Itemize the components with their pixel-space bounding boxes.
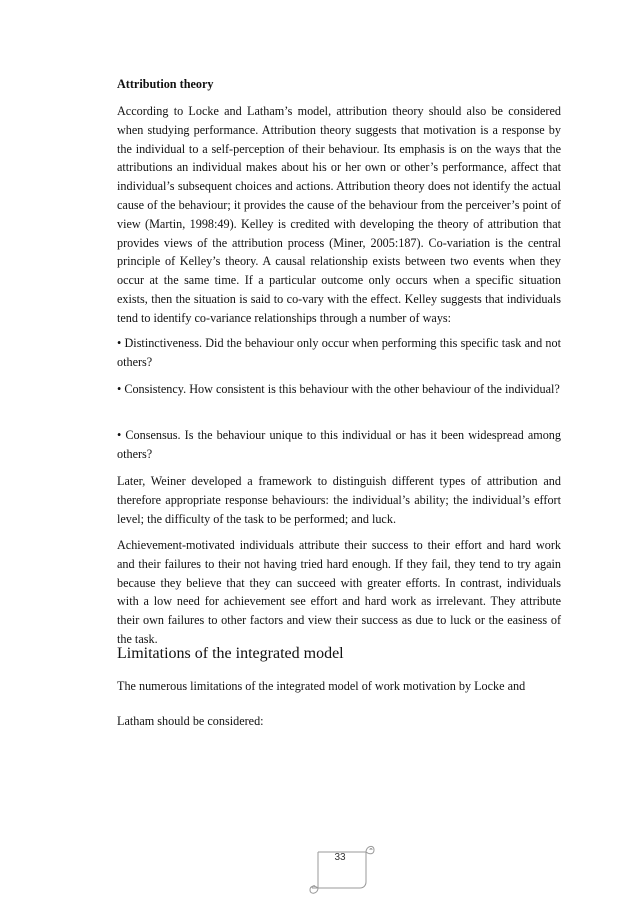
limitations-heading: Limitations of the integrated model: [117, 645, 344, 662]
limitations-line-2: Latham should be considered:: [117, 714, 264, 728]
achievement-paragraph: Achievement-motivated individuals attribute their success to their effort and hard work and their failures to their not having tried hard enough. If they fail, they tend to try again because they believe that they can succeed with greater efforts. In contrast, individuals with a low need for achievement see effort and hard work as irrelevant. They attribute their own failures to other factors and view their success as due to luck or the easiness of the task.: [117, 538, 561, 646]
attribution-theory-heading: Attribution theory: [117, 77, 214, 91]
page-number: 33: [334, 852, 346, 863]
scroll-ornament-icon: [300, 838, 380, 896]
bullet-consistency: • Consistency. How consistent is this behaviour with the other behaviour of the individual?: [117, 382, 560, 396]
limitations-line-1: The numerous limitations of the integrated model of work motivation by Locke and: [117, 679, 526, 693]
weiner-paragraph: Later, Weiner developed a framework to distinguish different types of attribution and therefore appropriate response behaviours: the individual’s ability; the individual’s effort level; the difficulty of the task to be performed; and luck.: [117, 474, 561, 526]
bullet-distinctiveness: • Distinctiveness. Did the behaviour only occur when performing this specific task and not others?: [117, 336, 561, 369]
bullet-consensus: • Consensus. Is the behaviour unique to this individual or has it been widespread among others?: [117, 428, 561, 461]
intro-paragraph: According to Locke and Latham’s model, attribution theory should also be considered when studying performance. Attribution theory suggests that motivation is a response by the individual to a self-perception of their behaviour. Its emphasis is on the ways that the attributions an individual makes about his or her own or other’s performance, affect that individual’s subsequent choices and actions. Attribution theory does not identify the actual cause of the behaviour; it provides the cause of the behaviour from the perceiver’s point of view (Martin, 1998:49). Kelley is credited with developing the theory of attribution that provides views of the attribution process (Miner, 2005:187). Co-variation is the central principle of Kelley’s theory. A causal relationship exists between two events when they occur at the same time. If a particular outcome only occurs when a specific situation exists, then the situation is said to co-vary with the effect. Kelley suggests that individuals tend to identify co-variance relationships through a number of ways:: [117, 104, 561, 325]
